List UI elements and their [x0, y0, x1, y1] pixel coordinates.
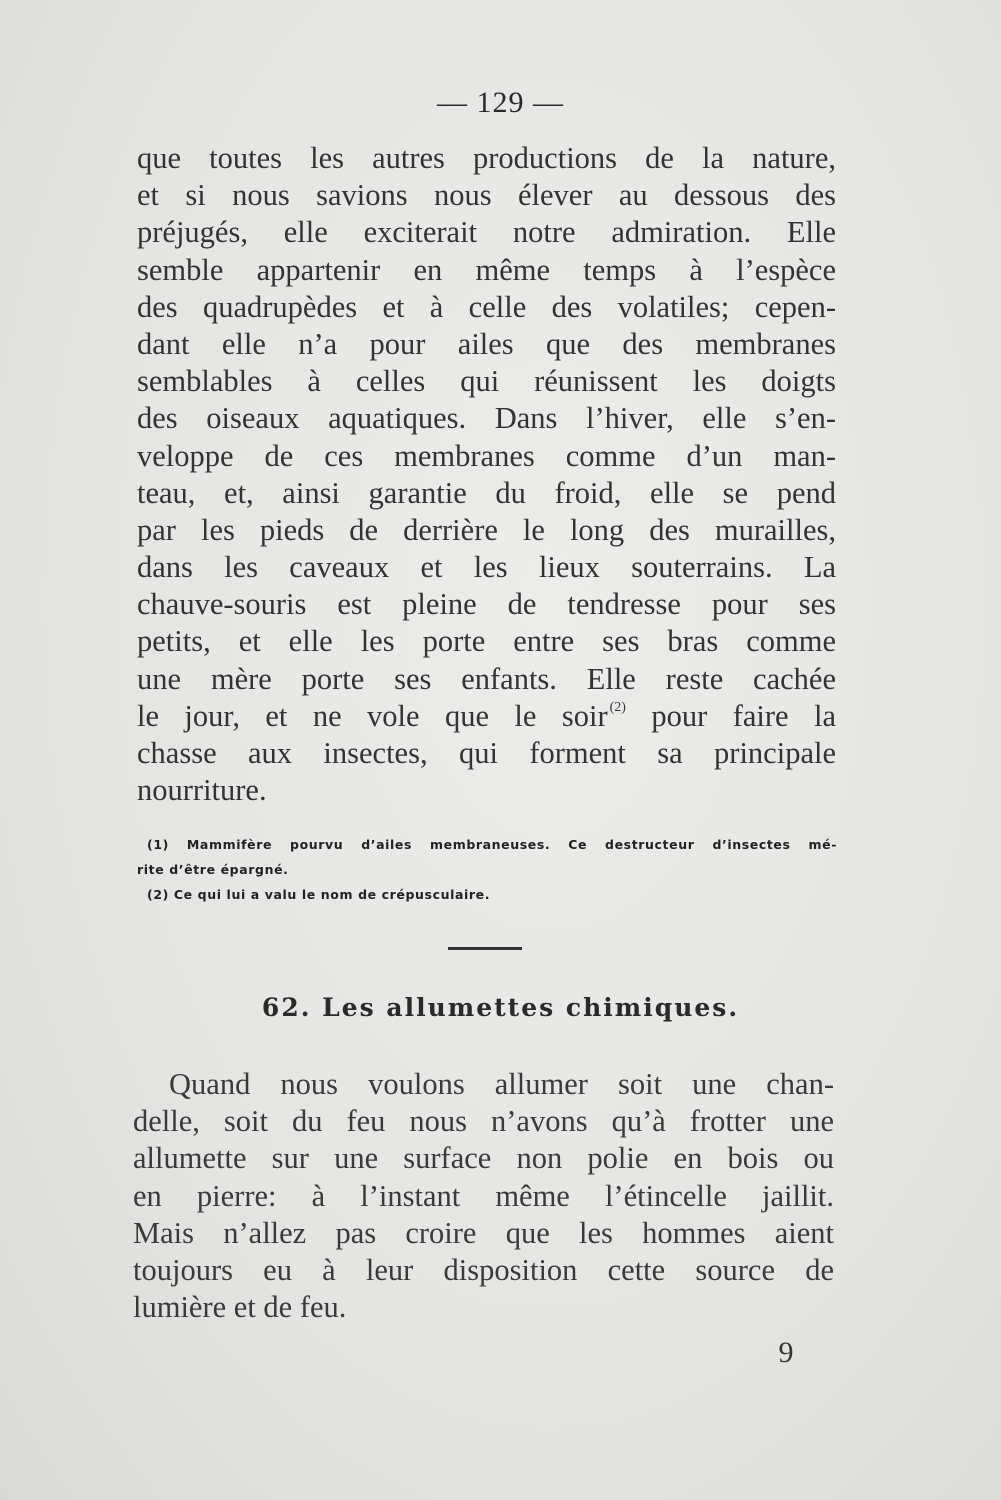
text-line: semblables à celles qui réunissent les doigts	[137, 364, 836, 399]
text-line: une mère porte ses enfants. Elle reste cachée	[137, 661, 836, 696]
text-line: chauve-souris est pleine de tendresse pour ses	[137, 587, 836, 622]
footnote-ref-2: (2)	[609, 699, 626, 715]
text-line: préjugés, elle exciterait notre admiration. Elle	[137, 215, 836, 250]
footnote-1-line-1: (1) Mammifère pourvu d’ailes membraneuses. Ce destructeur d’insectes mé-	[147, 837, 837, 852]
text-line: dans les caveaux et les lieux souterrains. La	[137, 550, 836, 585]
text-line: veloppe de ces membranes comme d’un man-	[137, 438, 836, 473]
page-number: — 129 —	[437, 86, 564, 119]
text-line: des oiseaux aquatiques. Dans l’hiver, elle s’en-	[137, 401, 836, 436]
text-line: Mais n’allez pas croire que les hommes aient	[133, 1215, 834, 1250]
text-line: et si nous savions nous élever au dessous des	[137, 178, 836, 213]
text-line-last: nourriture.	[137, 773, 267, 808]
text-line: dant elle n’a pour ailes que des membranes	[137, 326, 836, 361]
text-line: par les pieds de derrière le long des murailles,	[137, 512, 836, 547]
footnotes	[137, 832, 837, 907]
text-line: toujours eu à leur disposition cette source de	[133, 1252, 834, 1287]
text-line: allumette sur une surface non polie en bois ou	[133, 1141, 834, 1176]
text-line: Quand nous voulons allumer soit une chan-	[169, 1067, 834, 1101]
text-segment: le jour, et ne vole que le soir	[137, 698, 608, 733]
body-paragraph	[137, 140, 836, 809]
text-line: en pierre: à l’instant même l’étincelle jaillit.	[133, 1178, 834, 1213]
text-line: teau, et, ainsi garantie du froid, elle se pend	[137, 475, 836, 510]
signature-mark: 9	[778, 1336, 794, 1369]
section-divider	[448, 947, 522, 950]
text-line: delle, soit du feu nous n’avons qu’à frotter une	[133, 1104, 834, 1139]
text-line: que toutes les autres productions de la nature,	[137, 141, 836, 175]
text-line-with-footnote-ref	[137, 698, 836, 735]
footnote-1-line-2: rite d’être épargné.	[137, 862, 289, 877]
section-title: 62. Les allumettes chimiques.	[261, 993, 740, 1022]
footnote-2: (2) Ce qui lui a valu le nom de crépusculaire.	[147, 887, 491, 902]
text-line-last: lumière et de feu.	[133, 1290, 347, 1325]
text-line: semble appartenir en même temps à l’espèce	[137, 252, 836, 287]
text-segment: pour faire la	[625, 698, 837, 733]
text-line: des quadrupèdes et à celle des volatiles; cepen-	[137, 289, 836, 324]
section-paragraph	[133, 1066, 834, 1326]
text-line: petits, et elle les porte entre ses bras comme	[137, 624, 836, 659]
text-line: chasse aux insectes, qui forment sa principale	[137, 736, 836, 770]
